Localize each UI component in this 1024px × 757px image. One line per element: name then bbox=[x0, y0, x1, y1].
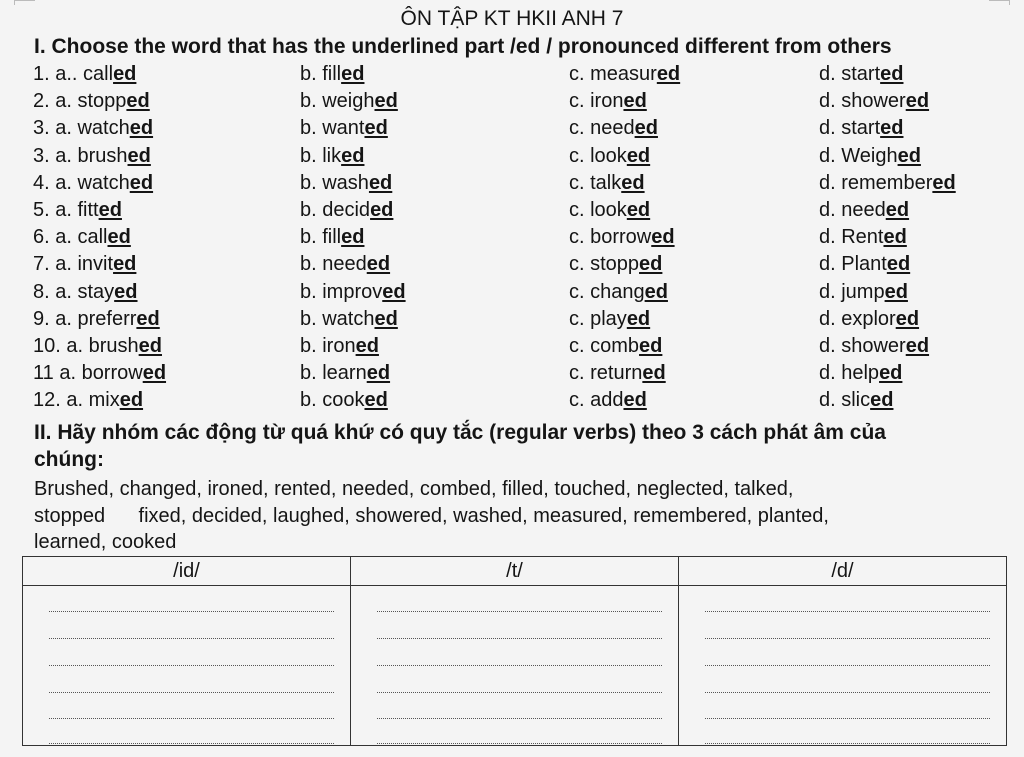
option-word: d. shower bbox=[819, 334, 906, 357]
question-number: 3. bbox=[33, 144, 50, 167]
option-word: a. brush bbox=[66, 334, 139, 357]
option-word: d. start bbox=[819, 63, 881, 85]
option-word: c. look bbox=[569, 198, 627, 221]
answer-option[interactable] bbox=[569, 306, 650, 333]
answer-option[interactable] bbox=[300, 279, 406, 306]
answer-option[interactable] bbox=[569, 387, 647, 414]
answer-option[interactable] bbox=[300, 333, 379, 360]
underlined-ending: ed bbox=[114, 280, 138, 303]
answer-option[interactable] bbox=[569, 143, 650, 170]
column-d bbox=[679, 557, 1006, 745]
option-word: b. fill bbox=[300, 63, 342, 85]
option-word: b. learn bbox=[300, 362, 367, 385]
option-word: a. fitt bbox=[55, 198, 99, 221]
underlined-ending: ed bbox=[626, 198, 651, 221]
option-word: b. iron bbox=[300, 334, 356, 357]
question-number: 8. bbox=[33, 280, 50, 303]
answer-line[interactable] bbox=[377, 718, 662, 719]
question-number: 5. bbox=[33, 198, 50, 221]
option-word: d. Weigh bbox=[819, 144, 898, 167]
question-row bbox=[0, 279, 1024, 306]
answer-option[interactable] bbox=[33, 306, 160, 333]
question-row bbox=[0, 333, 1024, 360]
underlined-ending: ed bbox=[138, 334, 162, 357]
question-row bbox=[0, 170, 1024, 197]
underlined-ending: ed bbox=[880, 117, 904, 140]
underlined-ending: ed bbox=[366, 362, 391, 385]
option-word: b. improv bbox=[300, 280, 383, 303]
answer-line[interactable] bbox=[49, 692, 334, 693]
underlined-ending: ed bbox=[656, 63, 681, 85]
answer-option[interactable] bbox=[300, 61, 364, 88]
answer-option[interactable] bbox=[300, 306, 398, 333]
question-row bbox=[0, 360, 1024, 387]
answer-line[interactable] bbox=[49, 665, 334, 666]
answer-option[interactable] bbox=[33, 197, 122, 224]
exercise-1-list bbox=[0, 61, 1024, 414]
underlined-ending: ed bbox=[885, 198, 910, 221]
question-number: 12. bbox=[33, 389, 61, 412]
option-word: a. watch bbox=[55, 171, 130, 194]
column-header-id: /id/ bbox=[23, 557, 350, 586]
answer-option[interactable] bbox=[819, 143, 921, 170]
option-word: c. comb bbox=[569, 334, 640, 357]
question-number: 1. bbox=[33, 63, 50, 85]
underlined-ending: ed bbox=[366, 253, 391, 276]
underlined-ending: ed bbox=[136, 307, 160, 330]
answer-line[interactable] bbox=[377, 665, 662, 666]
underlined-ending: ed bbox=[870, 389, 894, 412]
underlined-ending: ed bbox=[932, 171, 956, 194]
option-word: c. iron bbox=[569, 90, 624, 113]
column-header-d: /d/ bbox=[679, 557, 1006, 586]
underlined-ending: ed bbox=[341, 63, 365, 85]
answer-option[interactable] bbox=[819, 224, 907, 251]
answer-option[interactable] bbox=[300, 197, 393, 224]
underlined-ending: ed bbox=[905, 334, 930, 357]
answer-line[interactable] bbox=[705, 611, 990, 612]
option-word: b. watch bbox=[300, 307, 375, 330]
answer-option[interactable] bbox=[33, 333, 162, 360]
answer-option[interactable] bbox=[33, 279, 138, 306]
underlined-ending: ed bbox=[355, 334, 379, 357]
answer-option[interactable] bbox=[33, 224, 131, 251]
option-word: d. slic bbox=[819, 389, 871, 412]
verb-list-line-2: stopped fixed, decided, laughed, showered, washed, measured, remembered, planted, bbox=[34, 505, 829, 527]
option-word: a. stopp bbox=[55, 90, 127, 113]
option-word: d. shower bbox=[819, 90, 906, 113]
answer-option[interactable] bbox=[33, 61, 136, 88]
answer-line[interactable] bbox=[49, 638, 334, 639]
answer-option[interactable] bbox=[819, 61, 903, 88]
worksheet-title: ÔN TẬP KT HKII ANH 7 bbox=[400, 7, 624, 30]
answer-line[interactable] bbox=[49, 611, 334, 612]
option-word: d. Plant bbox=[819, 253, 887, 276]
underlined-ending: ed bbox=[651, 226, 675, 249]
question-row bbox=[0, 387, 1024, 414]
underlined-ending: ed bbox=[374, 307, 398, 330]
question-number: 2. bbox=[33, 90, 50, 113]
answer-option[interactable] bbox=[569, 115, 658, 142]
option-word: b. want bbox=[300, 117, 365, 140]
answer-option[interactable] bbox=[300, 115, 388, 142]
option-word: a.. call bbox=[55, 63, 114, 85]
option-word: d. start bbox=[819, 117, 881, 140]
underlined-ending: ed bbox=[644, 280, 668, 303]
underlined-ending: ed bbox=[642, 362, 666, 385]
question-number: 4. bbox=[33, 171, 50, 194]
option-word: a. watch bbox=[55, 117, 130, 140]
question-row bbox=[0, 143, 1024, 170]
answer-option[interactable] bbox=[33, 170, 153, 197]
option-word: c. measur bbox=[569, 63, 657, 85]
answer-line[interactable] bbox=[705, 638, 990, 639]
answer-line[interactable] bbox=[705, 718, 990, 719]
underlined-ending: ed bbox=[119, 389, 144, 412]
option-word: a. brush bbox=[55, 144, 128, 167]
column-t bbox=[351, 557, 679, 745]
question-number: 3. bbox=[33, 117, 50, 140]
answer-option[interactable] bbox=[569, 279, 668, 306]
answer-option[interactable] bbox=[819, 333, 929, 360]
answer-line[interactable] bbox=[377, 638, 662, 639]
option-word: a. preferr bbox=[55, 307, 137, 330]
underlined-ending: ed bbox=[370, 198, 394, 221]
option-word: c. stopp bbox=[569, 253, 640, 276]
underlined-ending: ed bbox=[879, 362, 903, 385]
option-word: b. lik bbox=[300, 144, 342, 167]
answer-line[interactable] bbox=[49, 743, 334, 744]
underlined-ending: ed bbox=[129, 171, 154, 194]
underlined-ending: ed bbox=[127, 144, 151, 167]
underlined-ending: ed bbox=[129, 117, 154, 140]
option-word: a. invit bbox=[55, 253, 114, 276]
underlined-ending: ed bbox=[98, 198, 122, 221]
underlined-ending: ed bbox=[897, 144, 921, 167]
option-word: c. add bbox=[569, 389, 624, 412]
answer-option[interactable] bbox=[33, 360, 166, 387]
underlined-ending: ed bbox=[364, 117, 388, 140]
option-word: a. call bbox=[55, 226, 108, 249]
answer-option[interactable] bbox=[569, 170, 645, 197]
underlined-ending: ed bbox=[113, 253, 137, 276]
option-word: b. wash bbox=[300, 171, 369, 194]
answer-option[interactable] bbox=[819, 360, 902, 387]
question-row bbox=[0, 115, 1024, 142]
answer-option[interactable] bbox=[819, 170, 956, 197]
option-word: a. mix bbox=[66, 389, 120, 412]
answer-option[interactable] bbox=[300, 224, 364, 251]
answer-option[interactable] bbox=[300, 387, 388, 414]
underlined-ending: ed bbox=[621, 171, 645, 194]
answer-option[interactable] bbox=[819, 279, 908, 306]
option-word: d. jump bbox=[819, 280, 885, 303]
underlined-ending: ed bbox=[895, 307, 920, 330]
option-word: c. borrow bbox=[569, 226, 652, 249]
underlined-ending: ed bbox=[341, 144, 365, 167]
answer-line[interactable] bbox=[49, 718, 334, 719]
underlined-ending: ed bbox=[126, 90, 150, 113]
answer-line[interactable] bbox=[377, 611, 662, 612]
pronunciation-table bbox=[22, 556, 1007, 746]
option-word: c. play bbox=[569, 307, 627, 330]
question-number: 7. bbox=[33, 253, 50, 276]
answer-option[interactable] bbox=[300, 143, 364, 170]
option-word: b. weigh bbox=[300, 90, 375, 113]
question-row bbox=[0, 224, 1024, 251]
answer-option[interactable] bbox=[300, 360, 390, 387]
answer-option[interactable] bbox=[33, 115, 153, 142]
question-row bbox=[0, 197, 1024, 224]
answer-line[interactable] bbox=[705, 743, 990, 744]
underlined-ending: ed bbox=[626, 144, 651, 167]
column-header-t: /t/ bbox=[351, 557, 678, 586]
section-2-heading: II. Hãy nhóm các động từ quá khứ có quy tắc (regular verbs) theo 3 cách phát âm của bbox=[34, 421, 886, 444]
question-row bbox=[0, 88, 1024, 115]
answer-option[interactable] bbox=[819, 251, 910, 278]
answer-option[interactable] bbox=[33, 251, 136, 278]
answer-option[interactable] bbox=[300, 88, 398, 115]
question-number: 6. bbox=[33, 226, 50, 249]
answer-option[interactable] bbox=[569, 197, 650, 224]
answer-option[interactable] bbox=[819, 115, 903, 142]
underlined-ending: ed bbox=[639, 334, 663, 357]
option-word: c. talk bbox=[569, 171, 622, 194]
underlined-ending: ed bbox=[905, 90, 930, 113]
option-word: d. remember bbox=[819, 171, 933, 194]
underlined-ending: ed bbox=[107, 226, 131, 249]
option-word: b. cook bbox=[300, 389, 365, 412]
underlined-ending: ed bbox=[886, 253, 911, 276]
underlined-ending: ed bbox=[880, 63, 904, 85]
underlined-ending: ed bbox=[623, 389, 647, 412]
underlined-ending: ed bbox=[113, 63, 137, 85]
option-word: d. explor bbox=[819, 307, 896, 330]
answer-option[interactable] bbox=[300, 251, 390, 278]
option-word: c. chang bbox=[569, 280, 645, 303]
option-word: b. need bbox=[300, 253, 367, 276]
verb-list-line-3: learned, cooked bbox=[34, 531, 177, 553]
answer-line[interactable] bbox=[377, 692, 662, 693]
section-1-heading: I. Choose the word that has the underlined part /ed / pronounced different from others bbox=[34, 35, 892, 58]
answer-option[interactable] bbox=[569, 224, 675, 251]
answer-line[interactable] bbox=[705, 692, 990, 693]
underlined-ending: ed bbox=[639, 253, 663, 276]
answer-option[interactable] bbox=[819, 88, 929, 115]
answer-option[interactable] bbox=[819, 197, 909, 224]
page-corner-mark bbox=[14, 0, 35, 5]
question-row bbox=[0, 61, 1024, 88]
answer-option[interactable] bbox=[569, 251, 662, 278]
page-corner-mark bbox=[989, 0, 1010, 5]
question-number: 11 bbox=[33, 362, 54, 385]
option-word: c. return bbox=[569, 362, 643, 385]
question-row bbox=[0, 251, 1024, 278]
answer-option[interactable] bbox=[569, 88, 647, 115]
answer-option[interactable] bbox=[569, 360, 666, 387]
underlined-ending: ed bbox=[364, 389, 388, 412]
verb-list-line-1: Brushed, changed, ironed, rented, needed, combed, filled, touched, neglected, talked, bbox=[34, 478, 794, 500]
option-word: a. borrow bbox=[59, 362, 143, 385]
answer-option[interactable] bbox=[819, 387, 893, 414]
answer-option[interactable] bbox=[569, 333, 662, 360]
underlined-ending: ed bbox=[884, 280, 908, 303]
underlined-ending: ed bbox=[341, 226, 365, 249]
underlined-ending: ed bbox=[368, 171, 393, 194]
answer-option[interactable] bbox=[569, 61, 680, 88]
underlined-ending: ed bbox=[626, 307, 651, 330]
answer-option[interactable] bbox=[33, 88, 150, 115]
section-2-heading-continued: chúng: bbox=[34, 448, 104, 471]
option-word: c. need bbox=[569, 117, 635, 140]
answer-line[interactable] bbox=[377, 743, 662, 744]
underlined-ending: ed bbox=[382, 280, 406, 303]
option-word: b. decid bbox=[300, 198, 371, 221]
option-word: c. look bbox=[569, 144, 627, 167]
option-word: a. stay bbox=[55, 280, 115, 303]
option-word: d. need bbox=[819, 198, 886, 221]
option-word: d. help bbox=[819, 362, 880, 385]
underlined-ending: ed bbox=[623, 90, 647, 113]
answer-line[interactable] bbox=[705, 665, 990, 666]
option-word: d. Rent bbox=[819, 226, 884, 249]
answer-option[interactable] bbox=[33, 143, 151, 170]
column-id bbox=[23, 557, 351, 745]
question-number: 9. bbox=[33, 307, 50, 330]
answer-option[interactable] bbox=[33, 387, 143, 414]
underlined-ending: ed bbox=[142, 362, 167, 385]
underlined-ending: ed bbox=[883, 226, 907, 249]
underlined-ending: ed bbox=[634, 117, 658, 140]
option-word: b. fill bbox=[300, 226, 342, 249]
underlined-ending: ed bbox=[374, 90, 398, 113]
question-row bbox=[0, 306, 1024, 333]
answer-option[interactable] bbox=[300, 170, 392, 197]
answer-option[interactable] bbox=[819, 306, 919, 333]
question-number: 10. bbox=[33, 334, 61, 357]
